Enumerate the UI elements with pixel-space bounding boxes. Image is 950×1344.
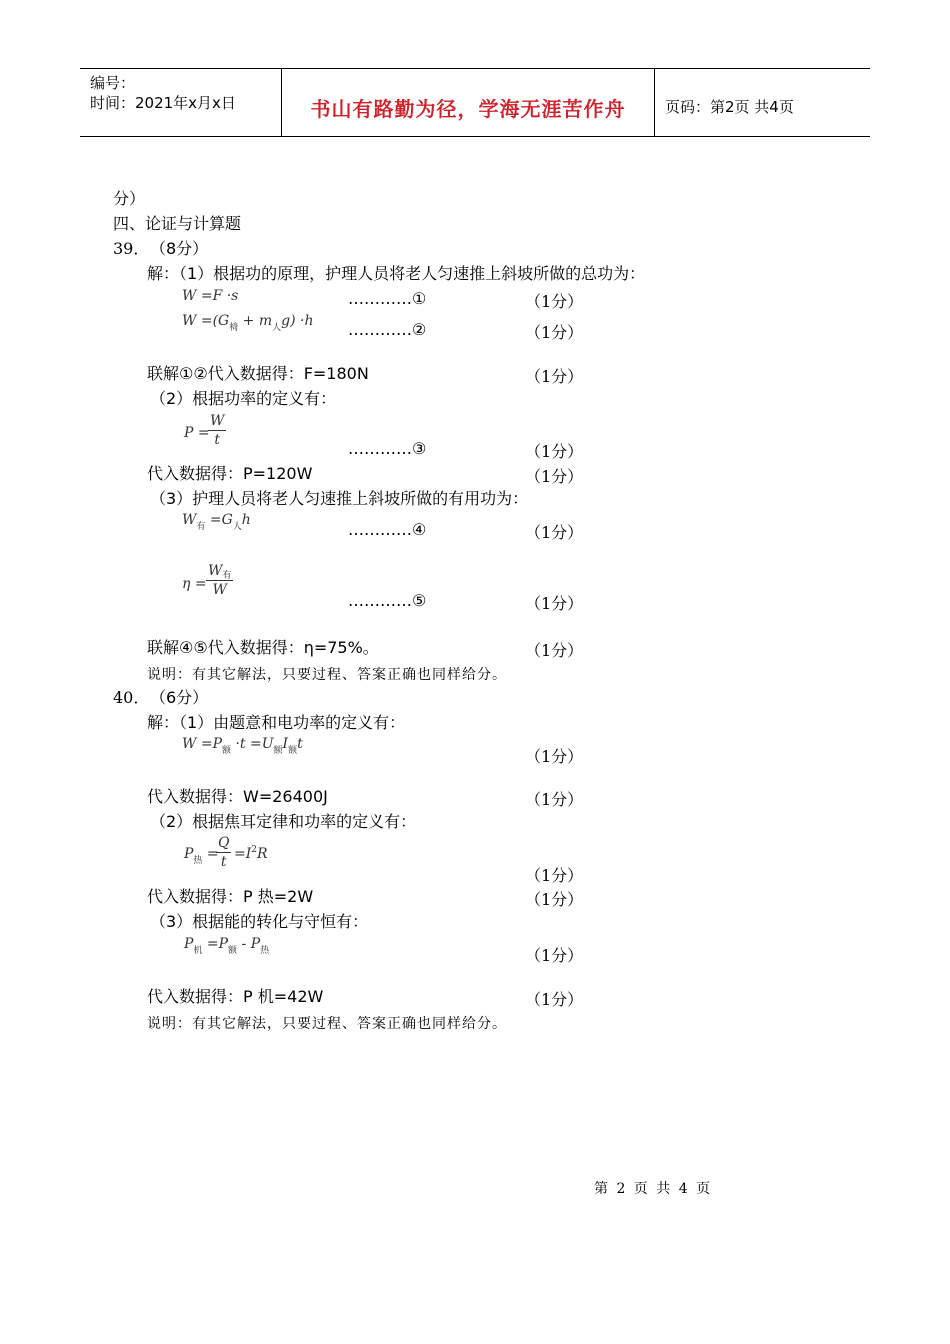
header-motto: 书山有路勤为径，学海无涯苦作舟 (310, 97, 626, 121)
q40-equation-2-right: $=I^2R$ (234, 845, 268, 862)
q39-equation-4: $W_有 =G_人h$ (182, 512, 251, 532)
score-label: （1分） (525, 747, 584, 766)
q39-result-2: 代入数据得：P=120W (147, 464, 313, 483)
equation-marker: …………④ (348, 520, 427, 539)
equation-marker: …………⑤ (348, 591, 427, 610)
q40-equation-1: $W =P_额 \cdot t =U_额I_额t$ (182, 736, 303, 756)
q39-part1-text: 解：（1）根据功的原理，护理人员将老人匀速推上斜坡所做的总功为： (147, 264, 646, 283)
score-label: （1分） (525, 866, 584, 885)
q39-equation-1: W =F ·s (182, 288, 239, 304)
score-label: （1分） (525, 523, 584, 542)
score-label: （1分） (525, 990, 584, 1009)
q39-equation-3-fraction: $\frac{W}{t}$ (210, 413, 225, 448)
q39-part2-text: （2）根据功率的定义有： (150, 389, 337, 408)
q39-note: 说明：有其它解法，只要过程、答案正确也同样给分。 (147, 667, 507, 683)
q39-equation-2: $W =(G_椅 + m_人g) \cdot h$ (182, 313, 314, 333)
q40-equation-2-left: $P_热$ = (184, 846, 219, 866)
q40-equation-2-fraction: $\frac{Q}{t}$ (218, 835, 230, 870)
q39-result-1: 联解①②代入数据得：F=180N (147, 364, 369, 383)
equation-marker: …………② (348, 320, 427, 339)
document-time: 时间：2021年x月x日 (90, 94, 236, 112)
carry-over-text: 分） (113, 189, 146, 208)
header-page-info: 页码：第2页 共4页 (665, 98, 794, 116)
score-label: （1分） (525, 790, 584, 809)
score-label: （1分） (525, 641, 584, 660)
q39-result-3: 联解④⑤代入数据得：η=75%。 (147, 638, 379, 657)
q40-part1-text: 解：（1）由题意和电功率的定义有： (147, 713, 406, 732)
score-label: （1分） (525, 442, 584, 461)
score-label: （1分） (525, 367, 584, 386)
q39-equation-5-fraction: $W_有$ W (208, 563, 232, 598)
q40-result-1: 代入数据得：W=26400J (147, 787, 328, 806)
q39-part3-text: （3）护理人员将老人匀速推上斜坡所做的有用功为： (150, 489, 529, 508)
q40-equation-3: $P_机 =P_额 - P_热$ (184, 936, 270, 956)
header-divider (654, 69, 655, 136)
equation-marker: …………① (348, 289, 427, 308)
equation-marker: …………③ (348, 439, 427, 458)
q40-part2-text: （2）根据焦耳定律和功率的定义有： (150, 812, 417, 831)
page-header (80, 68, 870, 137)
q40-note: 说明：有其它解法，只要过程、答案正确也同样给分。 (147, 1016, 507, 1032)
question-40-points: （6分） (150, 688, 209, 707)
q40-part3-text: （3）根据能的转化与守恒有： (150, 912, 369, 931)
q39-equation-3-left: P = (184, 425, 210, 441)
q40-result-3: 代入数据得：P 机=42W (147, 987, 324, 1006)
score-label: （1分） (525, 467, 584, 486)
q39-equation-5-left: η = (182, 576, 207, 592)
section-heading: 四、论证与计算题 (113, 214, 242, 233)
score-label: （1分） (525, 594, 584, 613)
header-meta (90, 73, 236, 113)
question-39-number: 39． (113, 239, 150, 258)
question-40-number: 40． (113, 688, 150, 707)
score-label: （1分） (525, 292, 584, 311)
q40-result-2: 代入数据得：P 热=2W (147, 887, 314, 906)
page-footer: 第 2 页 共 4 页 (594, 1181, 711, 1197)
question-39-points: （8分） (150, 239, 209, 258)
document-number-label: 编号： (90, 74, 136, 92)
score-label: （1分） (525, 323, 584, 342)
score-label: （1分） (525, 946, 584, 965)
score-label: （1分） (525, 890, 584, 909)
